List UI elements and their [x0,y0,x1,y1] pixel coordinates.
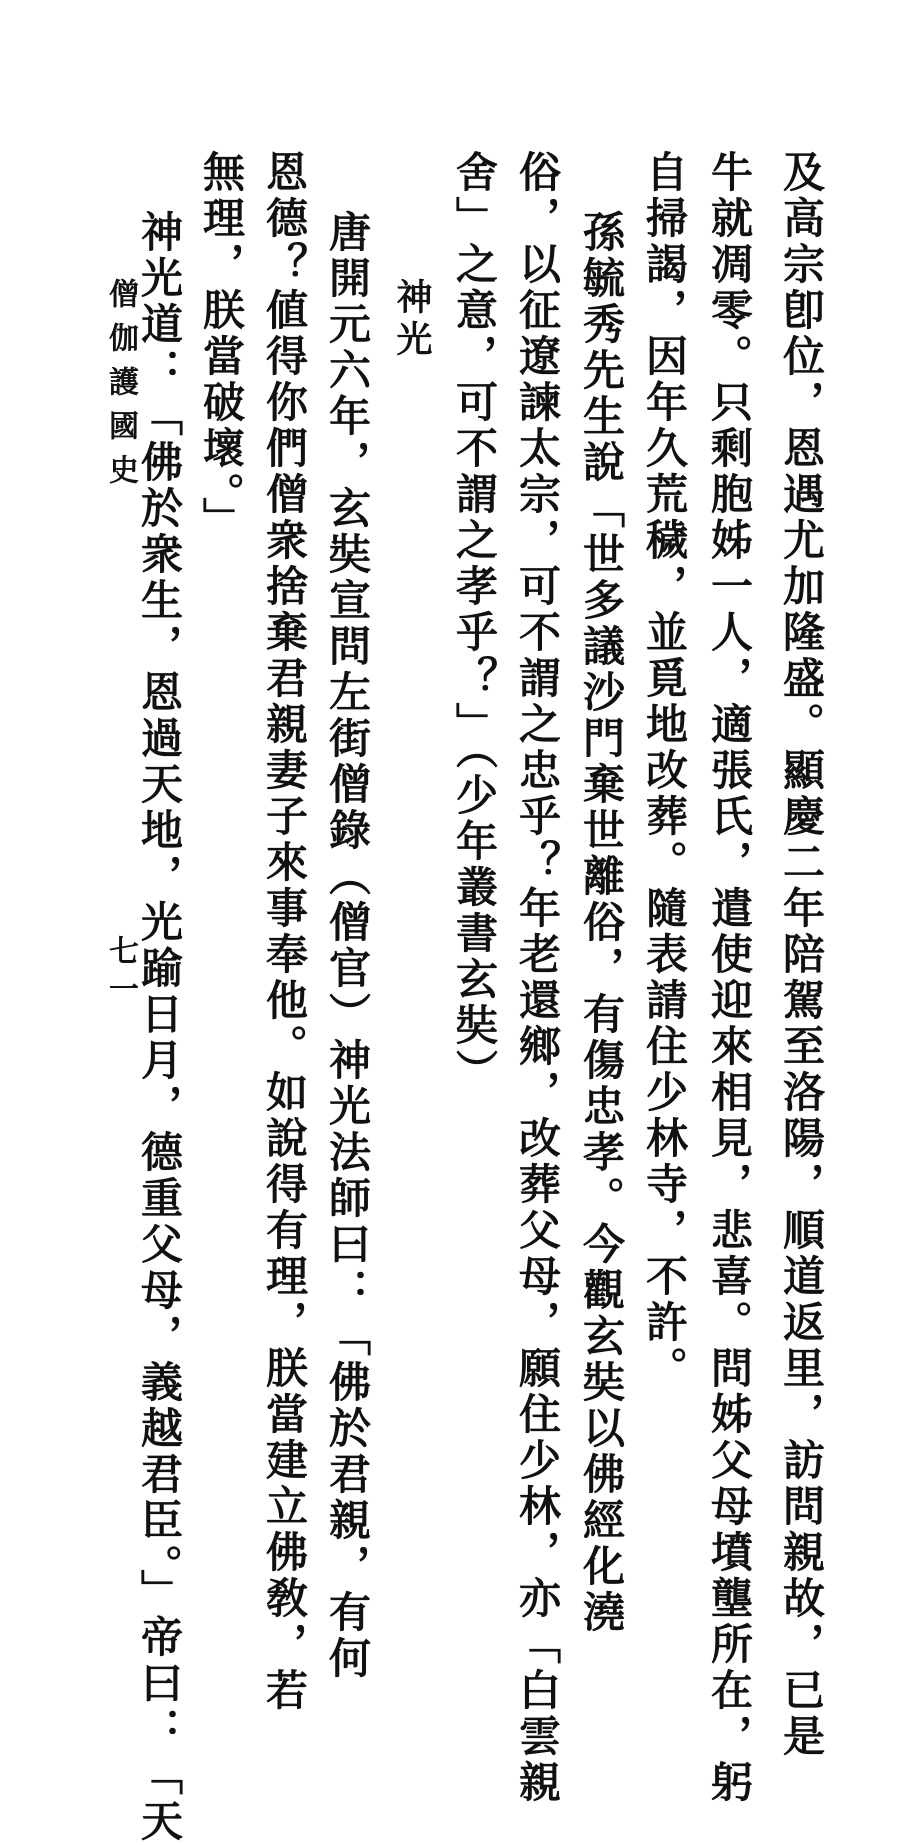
page-number: 七一 [103,935,138,1011]
text-column-7: 唐開元六年，玄奘宣問左街僧錄（僧官）神光法師曰：「佛於君親，有何 [323,210,372,1682]
text-column-8: 恩德？値得你們僧衆捨棄君親妻子來事奉他。如說得有理，朕當建立佛敎，若 [260,150,309,1714]
section-heading: 神光 [391,278,433,362]
text-column-6: 舍」之意，可不謂之孝乎？」（少年叢書玄奘） [450,150,499,1095]
text-column-2: 牛就凋零。只剩胞姊一人，適張氏，遣使迎來相見，悲喜。問姊父母墳壟所在，躬 [705,150,754,1806]
text-column-5: 俗，以征遼諫太宗，可不謂之忠乎？年老還鄉，改葬父母，願住少林，亦「白雲親 [513,150,562,1806]
text-column-10: 神光道：「佛於衆生，恩過天地，光踰日月，德重父母，義越君臣。」帝曰：「天 [135,210,184,1845]
running-head: 僧伽護國史 [103,278,138,498]
text-column-4: 孫毓秀先生說「世多議沙門棄世離俗，有傷忠孝。今觀玄奘以佛經化澆 [577,210,626,1636]
text-column-3: 自掃謁，因年久荒穢，並覓地改葬。隨表請住少林寺，不許。 [640,150,689,1392]
text-column-9: 無理，朕當破壞。」 [197,150,246,543]
text-column-1: 及高宗卽位，恩遇尤加隆盛。顯慶二年陪駕至洛陽，順道返里，訪問親故，已是 [777,150,826,1760]
